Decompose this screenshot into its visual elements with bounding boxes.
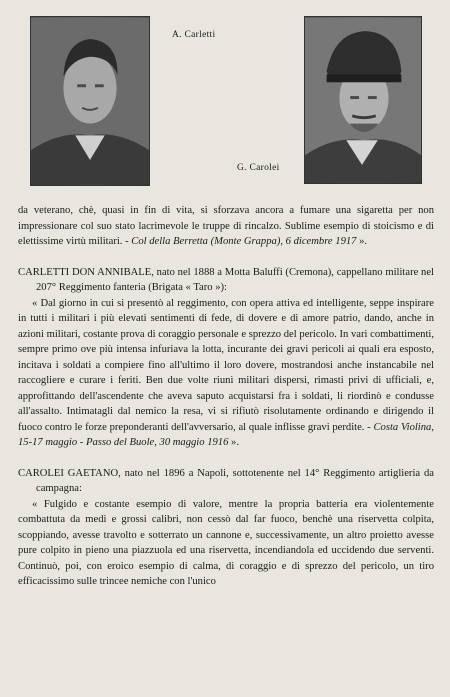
carletti-heading: CARLETTI DON ANNIBALE, nato nel 1888 a Motta Baluffi (Cremona), cappellano militare nel 207° Reggimento fanteria (Brigata « Taro »): bbox=[18, 266, 434, 293]
portrait-carolei-image bbox=[305, 17, 421, 183]
carletti-place-date: Costa Violina, 15-17 maggio - Passo del Buole, 30 maggio 1916 bbox=[18, 421, 434, 448]
intro-place-date: Col della Berretta (Monte Grappa), 6 dicembre 1917 bbox=[131, 236, 357, 247]
page-body bbox=[18, 203, 434, 590]
caption-carolei: G. Carolei bbox=[237, 163, 280, 173]
carletti-title: DON bbox=[71, 266, 95, 278]
caption-carletti: A. Carletti bbox=[172, 30, 216, 40]
carletti-name: ANNIBALE bbox=[94, 266, 152, 278]
portrait-carletti bbox=[30, 16, 150, 186]
carletti-surname: CARLETTI bbox=[18, 266, 70, 278]
portrait-carletti-image bbox=[31, 17, 149, 185]
portrait-carolei bbox=[304, 16, 422, 184]
carolei-heading: CAROLEI GAETANO, nato nel 1896 a Napoli, sottotenente nel 14° Reggimento artiglieria da campagna: bbox=[18, 467, 434, 494]
carolei-citation: « Fulgido e costante esempio di valore, mentre la propria batteria era violentemente combattuta da medi e grossi calibri, non cessò dal far fuoco, benchè una riservetta colpita, scoppiando, avesse travolto e sotterrato un cannone e, successivamente, un altro proietto avesse pure colpito in pieno una piazzuola ed una riservetta, incendiandola ed uccidendo due serventi. Continuò, poi, con eroico esempio di calma, di coraggio e di sprezzo del pericolo, un tiro efficacissimo sulle trincee nemiche con l'unico bbox=[18, 498, 434, 587]
carolei-name: CAROLEI GAETANO bbox=[18, 467, 119, 479]
intro-paragraph: da veterano, chè, quasi in fin di vita, si sforzava ancora a fumare una sigaretta per non impressionare col suo stato lacrimevole le truppe di rincalzo. Sublime esempio di stoicismo e di elettissime virtù militari. - Col della Berretta (Monte Grappa), 6 dicembre 1917 ». bbox=[18, 205, 434, 247]
carletti-citation: « Dal giorno in cui si presentò al reggimento, con opera attiva ed intelligente, seppe inspirare in tutti i militari i più elevati sentimenti di fede, di dovere e di amore patrio, dando, anche in azioni militari, costante prova di coraggio personale e sprezzo del pericolo. In vari combattimenti, sempre primo ove più intensa infuriava la lotta, incurante dei gravi pericoli ai quali era esposto, incitava i soldati a compiere fino all'ultimo il loro dovere, mostrandosi anche instancabile nel raccogliere e curare i feriti. Ben due volte riunì militari dispersi, rimasti privi di ufficiali, e, approfittando dell'ascendente che aveva saputo acquistarsi fra i soldati, li riordinò e condusse all'assalto. Intimatagli dal nemico la resa, vi si rifiutò risolutamente ordinando e dirigendo il fuoco contro le forze preponderanti dell'avversario, al quale inflisse gravi perdite. - Costa Violina, 15-17 maggio - Passo del Buole, 30 maggio 1916 ». bbox=[18, 297, 434, 448]
